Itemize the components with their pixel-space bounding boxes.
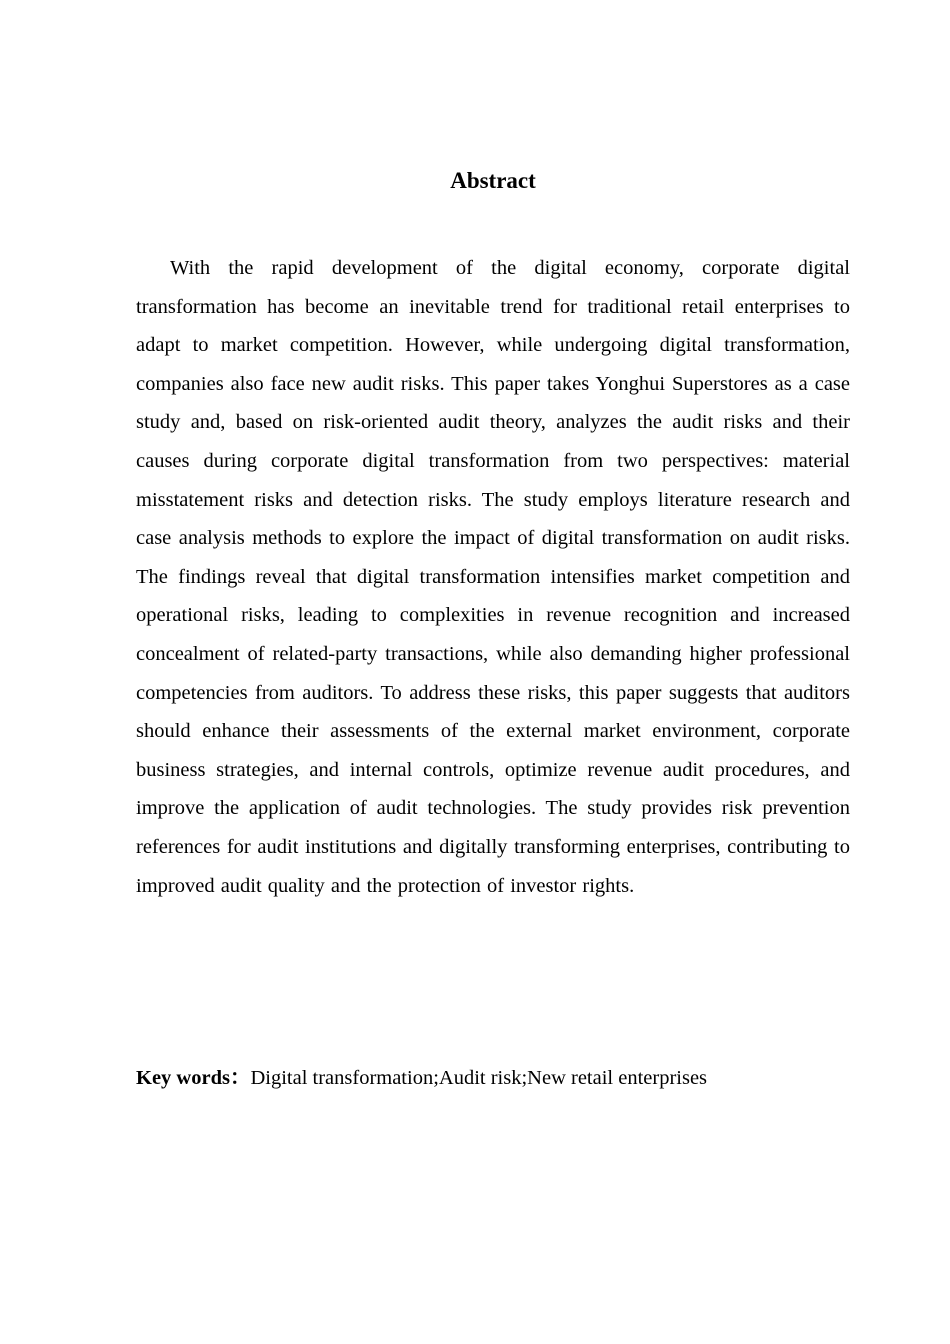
keywords-value: Digital transformation;Audit risk;New retail enterprises — [250, 1067, 708, 1089]
keywords-line — [136, 1063, 850, 1093]
abstract-body: With the rapid development of the digital economy, corporate digital transformation has become an inevitable trend for traditional retail enterprises to adapt to market competition. However, while undergoing digital transformation, companies also face new audit risks. This paper takes Yonghui Superstores as a case study and, based on risk-oriented audit theory, analyzes the audit risks and their causes during corporate digital transformation from two perspectives: material misstatement risks and detection risks. The study employs literature research and case analysis methods to explore the impact of digital transformation on audit risks. The findings reveal that digital transformation intensifies market competition and operational risks, leading to complexities in revenue recognition and increased concealment of related-party transactions, while also demanding higher professional competencies from auditors. To address these risks, this paper suggests that auditors should enhance their assessments of the external market environment, corporate business strategies, and internal controls, optimize revenue audit procedures, and improve the application of audit technologies. The study provides risk prevention references for audit institutions and digitally transforming enterprises, contributing to improved audit quality and the protection of investor rights. — [136, 257, 850, 897]
keywords-label: Key words： — [136, 1067, 251, 1089]
abstract-title: Abstract — [450, 168, 536, 193]
